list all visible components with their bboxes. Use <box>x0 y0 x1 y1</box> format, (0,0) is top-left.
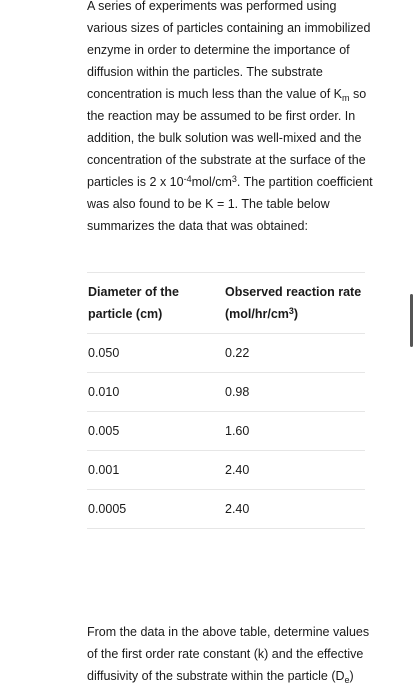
scrollbar-thumb[interactable] <box>410 294 413 347</box>
intro-text-4: . The partition coefficient was also found to be K = 1. The table below summarizes the data that was obtained: <box>87 175 373 233</box>
intro-text-3: mol/cm <box>191 175 232 189</box>
diameter-cell: 0.010 <box>88 385 120 399</box>
rate-cell: 2.40 <box>225 502 250 516</box>
diameter-cell: 0.001 <box>88 463 120 477</box>
data-table <box>87 272 365 529</box>
km-subscript: m <box>342 93 350 103</box>
rate-cell: 2.40 <box>225 463 250 477</box>
rate-cell: 1.60 <box>225 424 250 438</box>
diameter-cell: 0.0005 <box>88 502 127 516</box>
table-row <box>87 334 365 373</box>
header-rate <box>225 281 365 325</box>
rate-cell: 0.22 <box>225 346 250 360</box>
diameter-cell: 0.050 <box>88 346 120 360</box>
table-row <box>87 451 365 490</box>
problem-intro-paragraph <box>87 0 379 237</box>
diameter-cell: 0.005 <box>88 424 120 438</box>
table-row <box>87 412 365 451</box>
question-end: ) <box>349 669 354 683</box>
intro-text-1: A series of experiments was performed using various sizes of particles containing an immobilized enzyme in order to determine the importance of diffusion within the particles. The substrate concentration is much less than the value of K <box>87 0 371 101</box>
header-rate-text: Observed reaction rate (mol/hr/cm <box>225 285 362 321</box>
header-rate-end: ) <box>293 307 299 321</box>
header-rate-sup: 3 <box>288 306 294 316</box>
exponent-superscript: -4 <box>183 174 192 184</box>
header-diameter: Diameter of the particle (cm) <box>88 285 179 321</box>
table-row <box>87 490 365 529</box>
table-row <box>87 373 365 412</box>
rate-cell: 0.98 <box>225 385 250 399</box>
question-text: From the data in the above table, determine values of the first order rate constant (k) and the effective diffusivity of the substrate within the particle (D <box>87 625 370 683</box>
de-subscript: e <box>344 675 350 685</box>
viewport-bottom-edge <box>0 694 418 700</box>
table-header-row <box>87 273 365 334</box>
question-paragraph <box>87 621 379 687</box>
cm-cubed-superscript: 3 <box>231 174 237 184</box>
intro-text-2: so the reaction may be assumed to be first order. In addition, the bulk solution was well-mixed and the concentration of the substrate at the surface of the particles is 2 x 10 <box>87 87 367 189</box>
